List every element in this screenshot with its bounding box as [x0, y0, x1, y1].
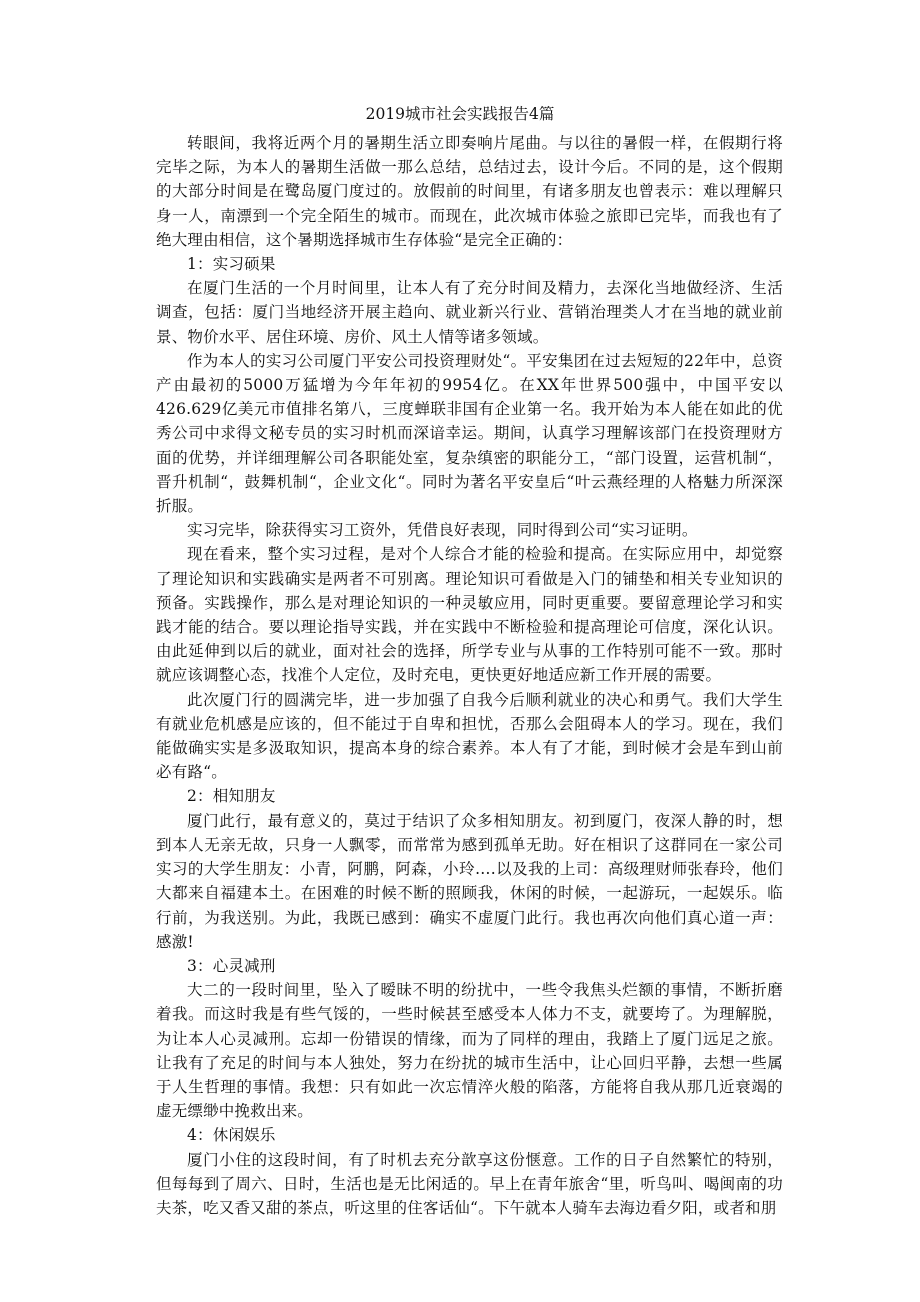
paragraph: 厦门此行，最有意义的，莫过于结识了众多相知朋友。初到厦门，夜深人静的时，想到本人无亲无故，只身一人飘零，而常常为感到孤单无助。好在相识了这群同在一家公司实习的大学生朋友：小青，阿鹏，阿森，小玲….以及我的上司：高级理财师张春玲，他们大都来自福建本土。在困难的时候不断的照顾我，休闲的时候，一起游玩，一起娱乐。临行前，为我送别。为此，我既已感到：确实不虚厦门此行。我也再次向他们真心道一声：感激! — [156, 811, 783, 951]
section-heading-internship: 1：实习硕果 — [187, 255, 276, 274]
paragraph: 在厦门生活的一个月时间里，让本人有了充分时间及精力，去深化当地做经济、生活调查，包括：厦门当地经济开展主趋向、就业新兴行业、营销治理类人才在当地的就业前景、物价水平、居住环境、房价、风土人情等诸多领域。 — [156, 279, 783, 346]
section-heading-leisure: 4：休闲娱乐 — [187, 1126, 276, 1145]
document-title: 2019城市社会实践报告4篇 — [365, 105, 555, 123]
paragraph: 厦门小住的这段时间，有了时机去充分歆享这份惬意。工作的日子自然繁忙的特别，但每每到了周六、日时，生活也是无比闲适的。早上在青年旅舍“里，听鸟叫、喝闽南的功夫茶，吃又香又甜的茶点，听这里的住客话仙“。下午就本人骑车去海边看夕阳，或者和朋 — [156, 1150, 783, 1217]
section-heading-friends: 2：相知朋友 — [187, 787, 276, 806]
paragraph: 实习完毕，除获得实习工资外，凭借良好表现，同时得到公司“实习证明。 — [187, 521, 698, 540]
paragraph: 现在看来，整个实习过程，是对个人综合才能的检验和提高。在实际应用中，却觉察了理论知识和实践确实是两者不可别离。理论知识可看做是入门的铺垫和相关专业知识的预备。实践操作，那么是对理论知识的一种灵敏应用，同时更重要。要留意理论学习和实践才能的结合。要以理论指导实践，并在实践中不断检验和提高理论可信度，深化认识。由此延伸到以后的就业，面对社会的选择，所学专业与从事的工作特别可能不一致。那时就应该调整心态，找准个人定位，及时充电，更快更好地适应新工作开展的需要。 — [156, 545, 783, 685]
document-body — [156, 131, 783, 1220]
paragraph-intro: 转眼间，我将近两个月的暑期生活立即奏响片尾曲。与以往的暑假一样，在假期行将完毕之际，为本人的暑期生活做一那么总结，总结过去，设计今后。不同的是，这个假期的大部分时间是在鹭岛厦门度过的。放假前的时间里，有诸多朋友也曾表示：难以理解只身一人，南漂到一个完全陌生的城市。而现在，此次城市体验之旅即已完毕，而我也有了绝大理由相信，这个暑期选择城市生存体验“是完全正确的： — [156, 134, 783, 249]
paragraph: 大二的一段时间里，坠入了暧昧不明的纷扰中，一些令我焦头烂额的事情，不断折磨着我。而这时我是有些气馁的，一些时候甚至感受本人体力不支，就要垮了。为理解脱，为让本人心灵减刑。忘却一份错误的情缘，而为了同样的理由，我踏上了厦门远足之旅。让我有了充足的时间与本人独处，努力在纷扰的城市生活中，让心回归平静，去想一些属于人生哲理的事情。我想：只有如此一次忘情淬火般的陷落，方能将自我从那几近衰竭的虚无缥缈中挽救出来。 — [156, 981, 783, 1121]
paragraph: 此次厦门行的圆满完毕，进一步加强了自我今后顺利就业的决心和勇气。我们大学生有就业危机感是应该的，但不能过于自卑和担忧，否那么会阻碍本人的学习。现在，我们能做确实实是多汲取知识，提高本身的综合素养。本人有了才能，到时候才会是车到山前必有路“。 — [156, 690, 783, 782]
paragraph: 作为本人的实习公司厦门平安公司投资理财处“。平安集团在过去短短的22年中，总资产由最初的5000万猛增为今年年初的9954亿。在XX年世界500强中，中国平安以426.629亿美元市值排名第八，三度蝉联非国有企业第一名。我开始为本人能在如此的优秀公司中求得文秘专员的实习时机而深谙幸运。期间，认真学习理解该部门在投资理财方面的优势，并详细理解公司各职能处室，复杂缜密的职能分工，“部门设置，运营机制“，晋升机制“，鼓舞机制“，企业文化“。同时为著名平安皇后“叶云燕经理的人格魅力所深深折服。 — [156, 351, 783, 516]
section-heading-mind: 3：心灵减刑 — [187, 956, 276, 975]
